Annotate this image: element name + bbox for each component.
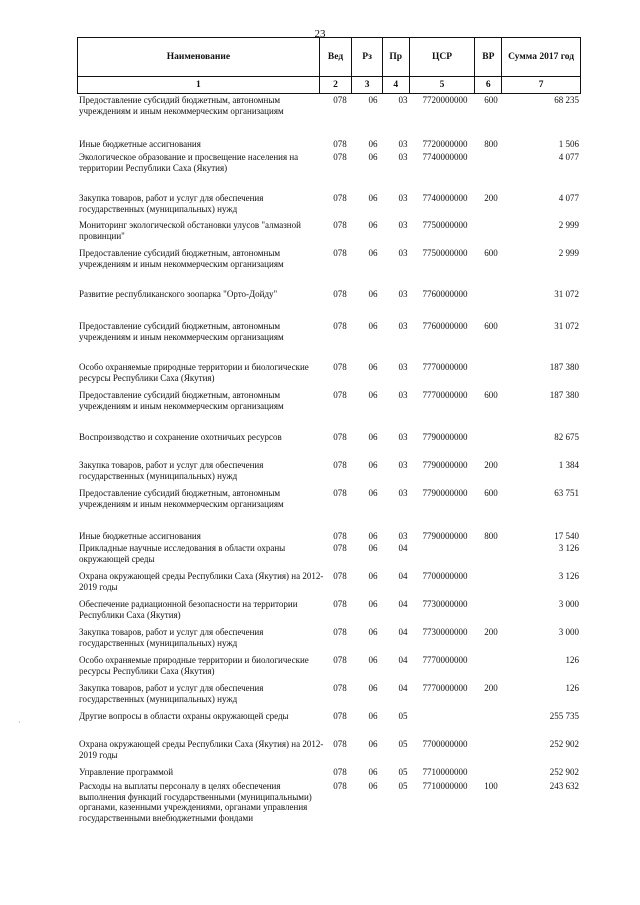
row-sum: 31 072 [554, 289, 579, 299]
table-header [77, 37, 581, 94]
row-pr: 03 [398, 460, 408, 470]
row-rz: 06 [368, 781, 378, 791]
column-number: 2 [319, 77, 352, 94]
row-pr: 03 [398, 193, 408, 203]
row-pr: 05 [398, 767, 408, 777]
row-ved: 078 [333, 248, 347, 258]
header-csr: ЦСР [409, 38, 475, 77]
row-pr: 03 [398, 531, 408, 541]
header-rz: Рз [352, 38, 383, 77]
row-pr: 03 [398, 488, 408, 498]
header-sum: Сумма 2017 год [502, 38, 581, 77]
row-sum: 243 632 [549, 781, 579, 791]
row-vr: 600 [484, 390, 498, 400]
row-sum: 1 384 [558, 460, 579, 470]
row-sum: 68 235 [554, 95, 579, 105]
row-sum: 3 126 [558, 543, 579, 553]
row-vr: 600 [484, 488, 498, 498]
row-pr: 05 [398, 781, 408, 791]
row-csr: 7790000000 [422, 488, 468, 498]
row-ved: 078 [333, 321, 347, 331]
row-rz: 06 [368, 739, 378, 749]
row-csr: 7700000000 [422, 571, 468, 581]
row-pr: 03 [398, 289, 408, 299]
row-vr: 800 [484, 139, 498, 149]
row-ved: 078 [333, 767, 347, 777]
row-name: Иные бюджетные ассигнования [79, 531, 201, 541]
row-csr: 7710000000 [422, 767, 468, 777]
row-csr: 7730000000 [422, 599, 468, 609]
row-name: Предоставление субсидий бюджетным, автономным учреждениям и иным некоммерческим организациям [79, 95, 284, 116]
row-name: Охрана окружающей среды Республики Саха (Якутия) на 2012-2019 годы [79, 571, 324, 592]
row-name: Предоставление субсидий бюджетным, автономным учреждениям и иным некоммерческим организациям [79, 321, 284, 342]
row-name: Предоставление субсидий бюджетным, автономным учреждениям и иным некоммерческим организациям [79, 390, 284, 411]
margin-dot: · [18, 718, 21, 727]
row-rz: 06 [368, 531, 378, 541]
row-ved: 078 [333, 571, 347, 581]
row-csr: 7710000000 [422, 781, 468, 791]
row-rz: 06 [368, 711, 378, 721]
row-name: Мониторинг экологической обстановки улусов "алмазной провинции" [79, 220, 301, 241]
row-name: Предоставление субсидий бюджетным, автономным учреждениям и иным некоммерческим организациям [79, 248, 284, 269]
row-sum: 4 077 [558, 152, 579, 162]
row-rz: 06 [368, 248, 378, 258]
row-sum: 4 077 [558, 193, 579, 203]
row-ved: 078 [333, 627, 347, 637]
row-ved: 078 [333, 655, 347, 665]
row-csr: 7770000000 [422, 362, 468, 372]
row-rz: 06 [368, 289, 378, 299]
row-pr: 03 [398, 248, 408, 258]
row-name: Охрана окружающей среды Республики Саха (Якутия) на 2012-2019 годы [79, 739, 324, 760]
row-name: Закупка товаров, работ и услуг для обеспечения государственных (муниципальных) нужд [79, 460, 264, 481]
row-ved: 078 [333, 95, 347, 105]
row-vr: 200 [484, 627, 498, 637]
row-sum: 17 540 [554, 531, 579, 541]
column-number: 1 [78, 77, 320, 94]
row-sum: 31 072 [554, 321, 579, 331]
row-pr: 04 [398, 571, 408, 581]
row-sum: 3 126 [558, 571, 579, 581]
row-ved: 078 [333, 220, 347, 230]
row-ved: 078 [333, 683, 347, 693]
row-rz: 06 [368, 321, 378, 331]
row-rz: 06 [368, 543, 378, 553]
row-name: Закупка товаров, работ и услуг для обеспечения государственных (муниципальных) нужд [79, 193, 264, 214]
row-ved: 078 [333, 739, 347, 749]
row-sum: 187 380 [549, 390, 579, 400]
header-pr: Пр [382, 38, 409, 77]
row-rz: 06 [368, 193, 378, 203]
row-sum: 187 380 [549, 362, 579, 372]
row-rz: 06 [368, 655, 378, 665]
row-csr: 7760000000 [422, 289, 468, 299]
row-pr: 03 [398, 152, 408, 162]
row-csr: 7790000000 [422, 531, 468, 541]
row-rz: 06 [368, 571, 378, 581]
row-name: Закупка товаров, работ и услуг для обеспечения государственных (муниципальных) нужд [79, 683, 264, 704]
row-sum: 63 751 [554, 488, 579, 498]
row-pr: 03 [398, 95, 408, 105]
column-number: 4 [382, 77, 409, 94]
column-number: 7 [502, 77, 581, 94]
row-ved: 078 [333, 193, 347, 203]
row-csr: 7770000000 [422, 683, 468, 693]
row-rz: 06 [368, 432, 378, 442]
row-vr: 600 [484, 248, 498, 258]
row-name: Развитие республиканского зоопарка "Орто-Дойду" [79, 289, 278, 299]
row-pr: 05 [398, 739, 408, 749]
row-csr: 7700000000 [422, 739, 468, 749]
row-ved: 078 [333, 543, 347, 553]
column-number: 5 [409, 77, 475, 94]
row-name: Особо охраняемые природные территории и биологические ресурсы Республики Саха (Якутия) [79, 655, 309, 676]
row-csr: 7720000000 [422, 95, 468, 105]
row-csr: 7760000000 [422, 321, 468, 331]
row-rz: 06 [368, 460, 378, 470]
row-pr: 03 [398, 321, 408, 331]
row-sum: 82 675 [554, 432, 579, 442]
row-pr: 03 [398, 139, 408, 149]
row-pr: 04 [398, 599, 408, 609]
row-pr: 03 [398, 390, 408, 400]
row-name: Особо охраняемые природные территории и биологические ресурсы Республики Саха (Якутия) [79, 362, 309, 383]
row-pr: 05 [398, 711, 408, 721]
row-sum: 126 [565, 683, 579, 693]
row-ved: 078 [333, 711, 347, 721]
row-ved: 078 [333, 289, 347, 299]
row-sum: 2 999 [558, 248, 579, 258]
row-name: Другие вопросы в области охраны окружающей среды [79, 711, 289, 721]
row-name: Прикладные научные исследования в области охраны окружающей среды [79, 543, 286, 564]
row-ved: 078 [333, 432, 347, 442]
row-vr: 600 [484, 95, 498, 105]
row-ved: 078 [333, 139, 347, 149]
row-sum: 2 999 [558, 220, 579, 230]
row-rz: 06 [368, 767, 378, 777]
row-name: Расходы на выплаты персоналу в целях обеспечения выполнения функций государственными (муниципальными) органами, казенными учреждениями, органами управления государственными внебюджетными фондами [79, 781, 312, 823]
row-name: Обеспечение радиационной безопасности на территории Республики Саха (Якутия) [79, 599, 298, 620]
column-number: 6 [475, 77, 502, 94]
row-sum: 252 902 [549, 739, 579, 749]
header-vr: ВР [475, 38, 502, 77]
row-name: Воспроизводство и сохранение охотничьих ресурсов [79, 432, 282, 442]
row-name: Закупка товаров, работ и услуг для обеспечения государственных (муниципальных) нужд [79, 627, 264, 648]
row-csr: 7740000000 [422, 152, 468, 162]
row-vr: 200 [484, 683, 498, 693]
row-ved: 078 [333, 781, 347, 791]
row-name: Иные бюджетные ассигнования [79, 139, 201, 149]
row-name: Предоставление субсидий бюджетным, автономным учреждениям и иным некоммерческим организациям [79, 488, 284, 509]
row-vr: 800 [484, 531, 498, 541]
row-rz: 06 [368, 599, 378, 609]
row-pr: 04 [398, 683, 408, 693]
row-ved: 078 [333, 152, 347, 162]
row-rz: 06 [368, 220, 378, 230]
row-csr: 7770000000 [422, 655, 468, 665]
header-name: Наименование [78, 38, 320, 77]
row-pr: 04 [398, 627, 408, 637]
row-vr: 200 [484, 193, 498, 203]
row-ved: 078 [333, 390, 347, 400]
row-name: Управление программой [79, 767, 174, 777]
row-vr: 200 [484, 460, 498, 470]
row-ved: 078 [333, 531, 347, 541]
row-ved: 078 [333, 460, 347, 470]
row-pr: 04 [398, 543, 408, 553]
row-csr: 7730000000 [422, 627, 468, 637]
row-sum: 126 [565, 655, 579, 665]
row-sum: 255 735 [549, 711, 579, 721]
row-pr: 03 [398, 220, 408, 230]
row-rz: 06 [368, 390, 378, 400]
row-sum: 1 506 [558, 139, 579, 149]
row-pr: 04 [398, 655, 408, 665]
row-sum: 3 000 [558, 627, 579, 637]
row-csr: 7790000000 [422, 460, 468, 470]
row-vr: 600 [484, 321, 498, 331]
row-pr: 03 [398, 362, 408, 372]
row-rz: 06 [368, 488, 378, 498]
row-rz: 06 [368, 362, 378, 372]
column-number: 3 [352, 77, 383, 94]
row-rz: 06 [368, 683, 378, 693]
page-number: 23 [314, 28, 326, 40]
row-sum: 3 000 [558, 599, 579, 609]
row-rz: 06 [368, 152, 378, 162]
row-ved: 078 [333, 488, 347, 498]
row-ved: 078 [333, 362, 347, 372]
row-csr: 7750000000 [422, 248, 468, 258]
row-ved: 078 [333, 599, 347, 609]
row-csr: 7790000000 [422, 432, 468, 442]
header-ved: Вед [319, 38, 352, 77]
row-csr: 7750000000 [422, 220, 468, 230]
row-csr: 7770000000 [422, 390, 468, 400]
row-rz: 06 [368, 139, 378, 149]
row-rz: 06 [368, 95, 378, 105]
row-vr: 100 [484, 781, 498, 791]
row-sum: 252 902 [549, 767, 579, 777]
row-pr: 03 [398, 432, 408, 442]
row-rz: 06 [368, 627, 378, 637]
row-csr: 7720000000 [422, 139, 468, 149]
row-csr: 7740000000 [422, 193, 468, 203]
row-name: Экологическое образование и просвещение населения на территории Республики Саха (Якутия) [79, 152, 299, 173]
